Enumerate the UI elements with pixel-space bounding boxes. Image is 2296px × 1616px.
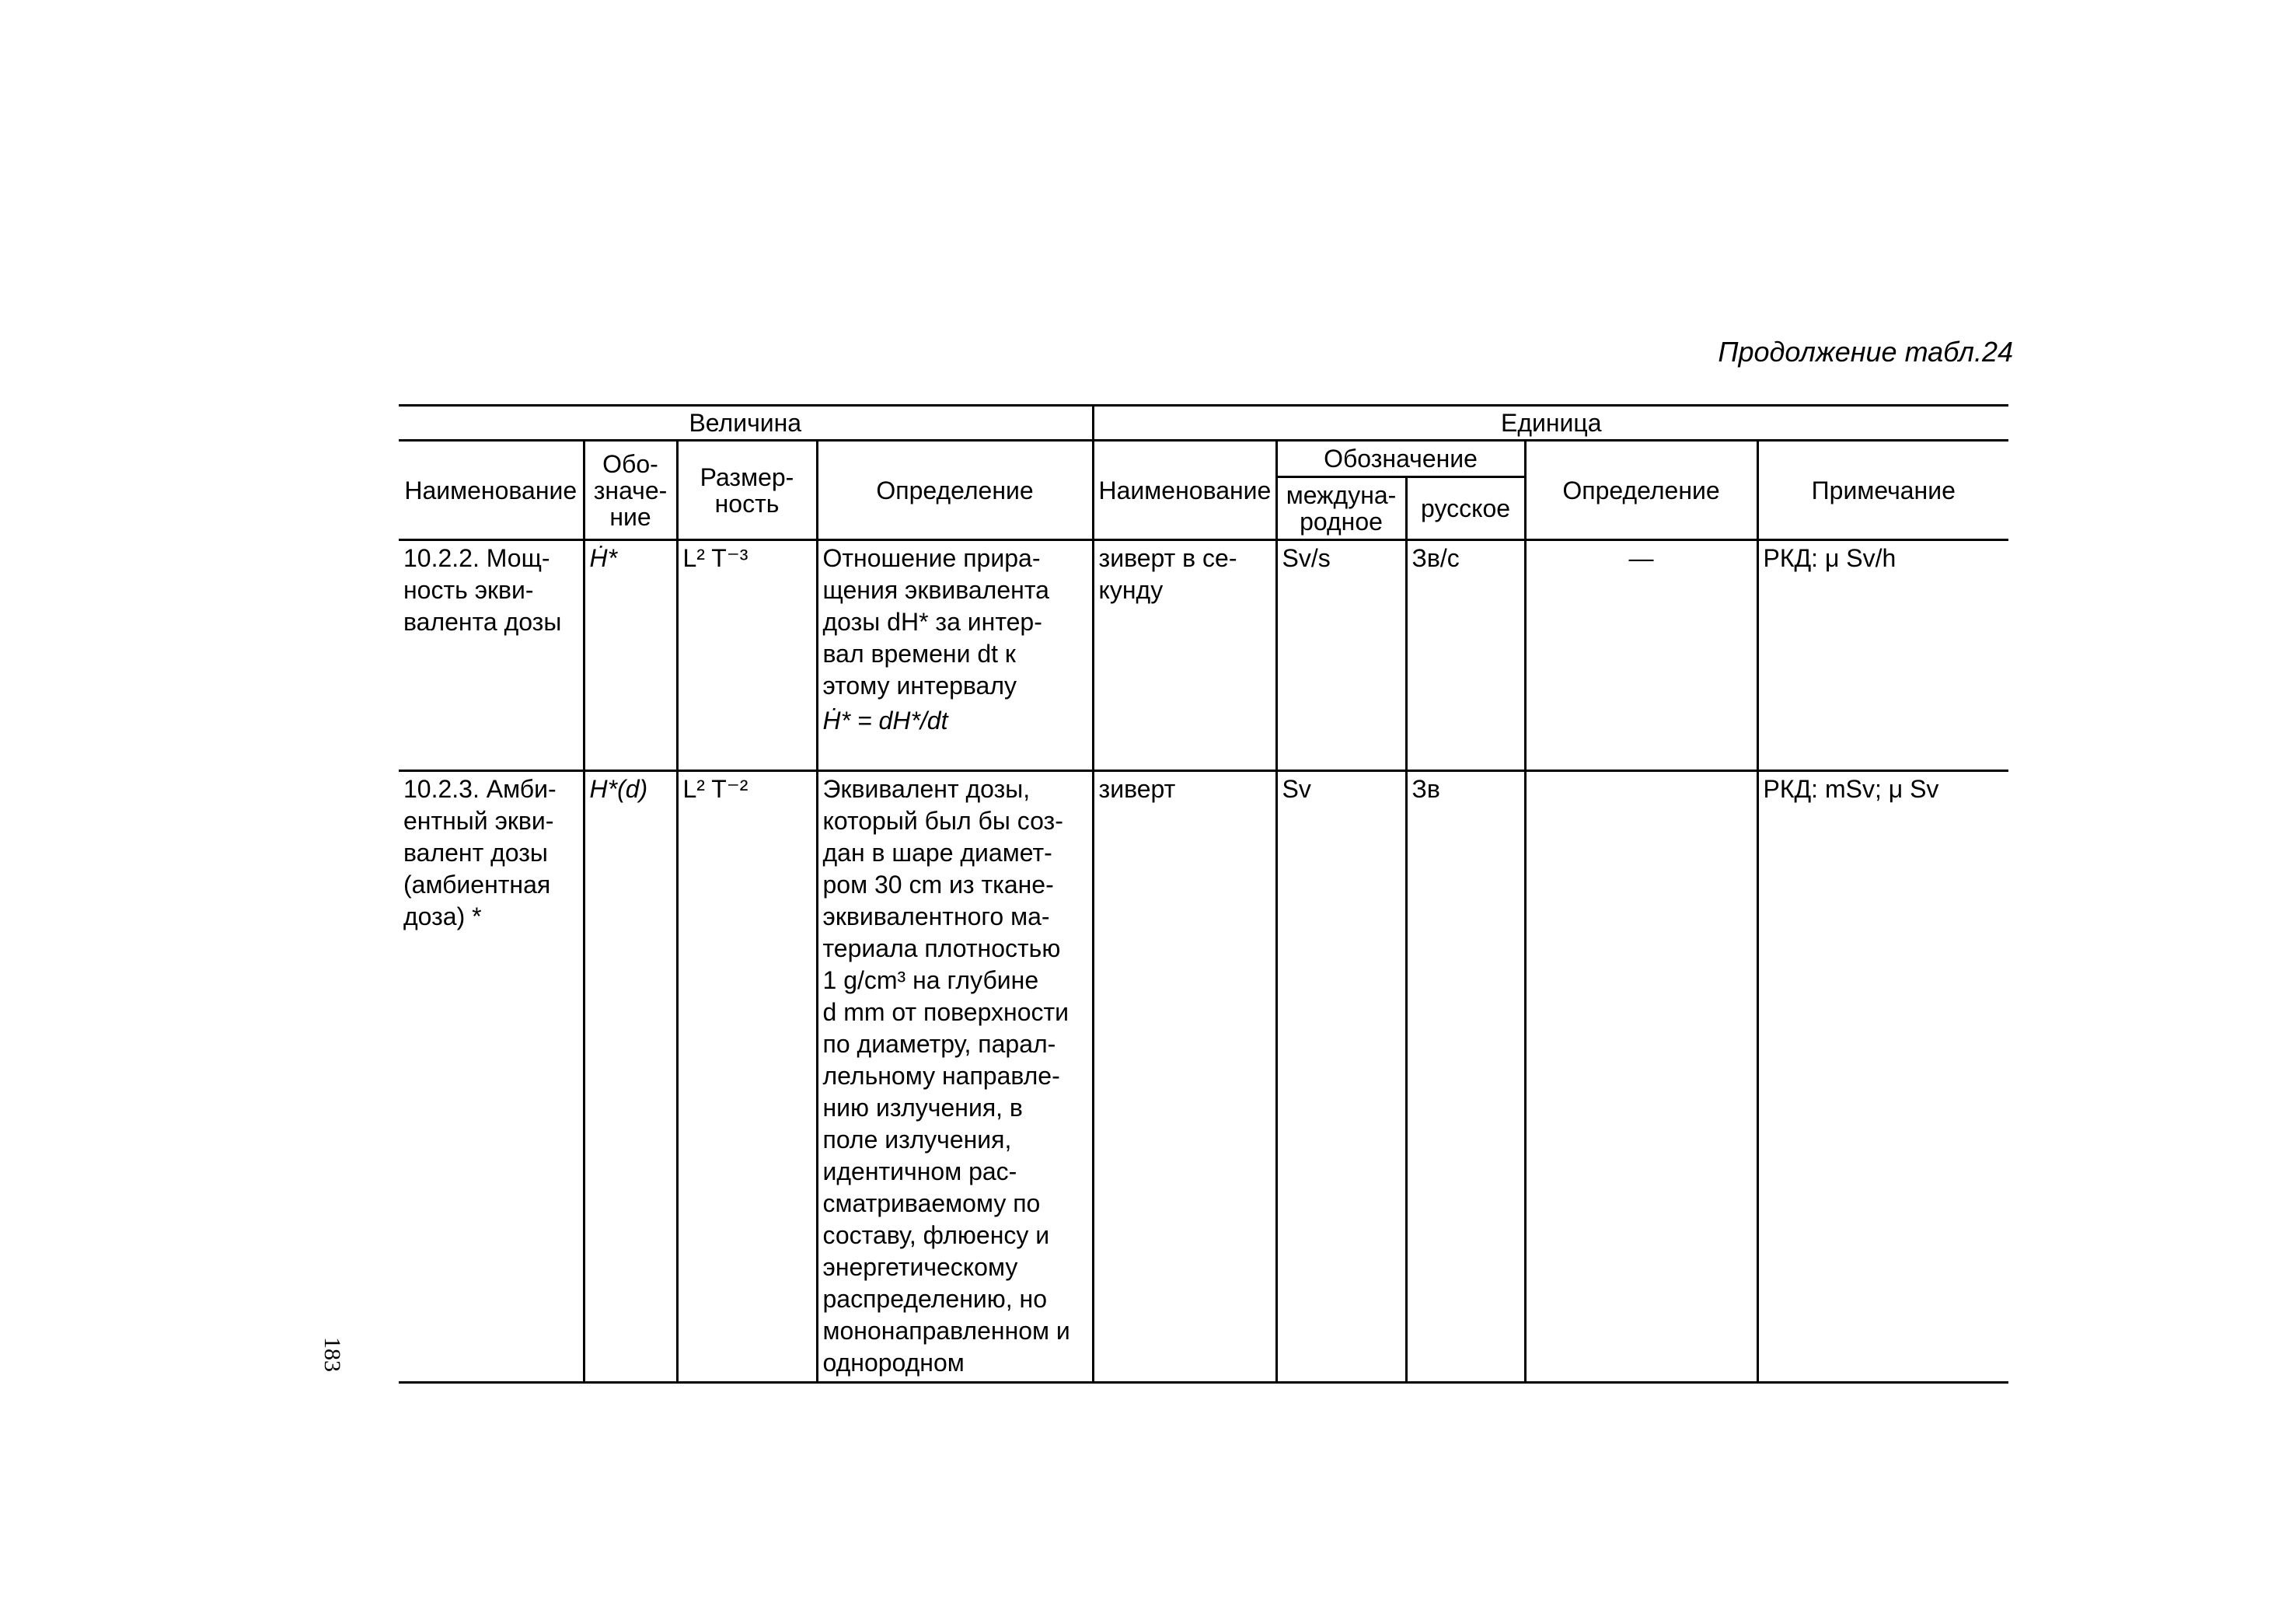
table-row — [399, 771, 2008, 1383]
dimension-header: Размер- ность — [677, 441, 817, 540]
russian-cell: Зв/с — [1406, 540, 1525, 771]
definition-cell — [817, 540, 1093, 771]
note-cell: РКД: μ Sv/h — [1757, 540, 2008, 771]
russian-header: русское — [1406, 477, 1525, 540]
unit-definition-cell — [1525, 771, 1757, 1383]
dimension-cell: L² T⁻² — [677, 771, 817, 1383]
quantity-name-cell: 10.2.2. Мощ- ность экви- валента дозы — [399, 540, 584, 771]
symbol-cell: Ḣ* — [584, 540, 677, 771]
definition-cell: Эквивалент дозы, который был бы соз- дан в шаре диамет- ром 30 cm из ткане- эквивалентного ма- териала плотностью 1 g/cm³ на глубине d mm от поверхности по диаметру, парал- лельному направле- нию излучения, в поле излучения, идентичном рас- сматриваемому по составу, флюенсу и энергетическому распределению, но мононаправленном и однородном — [817, 771, 1093, 1383]
units-table — [399, 404, 2008, 1384]
unit-name-cell: зиверт в се- кунду — [1093, 540, 1276, 771]
unit-definition-cell: — — [1525, 540, 1757, 771]
international-cell: Sv — [1276, 771, 1406, 1383]
unit-group-header: Единица — [1093, 406, 2008, 441]
definition-text: Отношение прира- щения эквивалента дозы dH* за интер- вал времени dt к этому интервалу — [822, 544, 1049, 700]
designation-group-header: Обозначение — [1276, 441, 1525, 477]
definition-formula: Ḣ* = dH*/dt — [822, 707, 948, 735]
symbol-cell: H*(d) — [584, 771, 677, 1383]
header-row-groups — [399, 406, 2008, 441]
note-header: Примечание — [1757, 441, 2008, 540]
unit-definition-header: Определение — [1525, 441, 1757, 540]
definition-header: Определение — [817, 441, 1093, 540]
international-header: междуна- родное — [1276, 477, 1406, 540]
international-cell: Sv/s — [1276, 540, 1406, 771]
table-caption: Продолжение табл.24 — [1718, 336, 2013, 368]
unit-name-header: Наименование — [1093, 441, 1276, 540]
note-cell: РКД: mSv; μ Sv — [1757, 771, 2008, 1383]
russian-cell: Зв — [1406, 771, 1525, 1383]
symbol-header: Обо- значе- ние — [584, 441, 677, 540]
page-number: 183 — [319, 1337, 345, 1372]
dimension-cell: L² T⁻³ — [677, 540, 817, 771]
quantity-group-header: Величина — [399, 406, 1093, 441]
name-header: Наименование — [399, 441, 584, 540]
table-row — [399, 540, 2008, 771]
unit-name-cell: зиверт — [1093, 771, 1276, 1383]
header-row-columns — [399, 441, 2008, 477]
quantity-name-cell: 10.2.3. Амби- ентный экви- валент дозы (амбиентная доза) * — [399, 771, 584, 1383]
